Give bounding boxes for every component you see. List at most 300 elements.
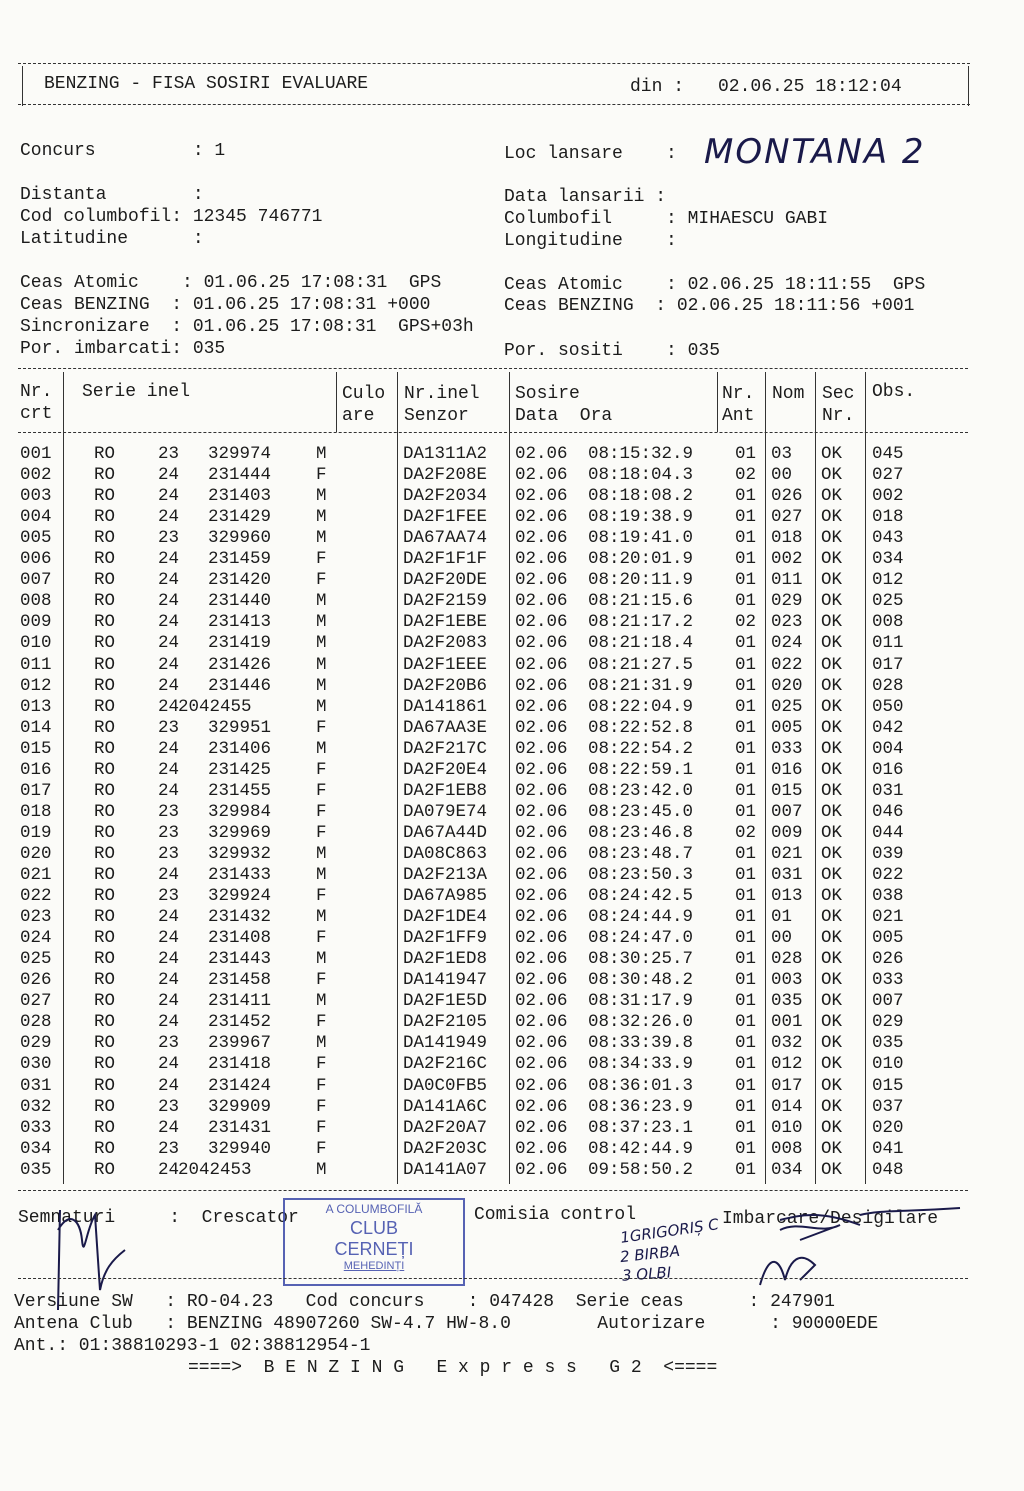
row-nr: 020 [20,843,52,864]
row-year: 24 [158,865,180,885]
row-nr: 005 [20,528,52,549]
row-obs: 035 [872,1033,904,1054]
row-country: RO [94,612,116,633]
row-ring: 231406 [208,738,272,759]
versiune-line: Versiune SW : RO-04.23 Cod concurs : 047428 Serie ceas : 247901 [14,1292,835,1312]
row-sex: M [316,843,327,864]
row-nom: 028 [771,949,803,970]
ceas-benzing-start: Ceas BENZING : 01.06.25 17:08:31 +000 [20,295,431,315]
row-obs: 039 [872,843,904,864]
row-sensor: DA2F1EB8 [403,780,488,801]
row-antenna: 01 [735,696,757,717]
table-row [0,844,1024,865]
table-row [0,507,1024,528]
row-country: RO [94,507,116,528]
por-sositi-field: Por. sositi : 035 [504,341,721,361]
row-obs: 029 [872,1012,904,1033]
row-sex: M [316,507,327,528]
row-nr: 003 [20,486,52,507]
row-antenna: 01 [735,507,757,528]
row-country: RO [94,738,116,759]
row-sex: F [316,801,327,822]
ant-line: Ant.: 01:38810293-1 02:38812954-1 [14,1336,371,1356]
row-country: RO [94,570,116,591]
row-country: RO [94,865,116,885]
row-nom: 016 [771,759,803,780]
row-ring: 231440 [208,591,272,612]
row-sex: F [316,886,327,907]
row-sensor: DA2F20E4 [403,759,488,780]
row-sec: OK [821,717,843,738]
commission-member-3: 3 OLBI [621,1263,672,1285]
header-bottom-border [18,104,970,105]
row-nr: 025 [20,949,52,970]
row-date: 02.06 [515,738,568,759]
table-header-bottom-border [18,432,968,433]
row-time: 08:19:38.9 [588,507,694,528]
row-country: RO [94,1096,116,1117]
row-nom: 007 [771,801,803,822]
row-nr: 031 [20,1075,52,1096]
row-year: 24 [158,675,180,696]
row-antenna: 01 [735,1012,757,1033]
row-year: 24 [158,991,180,1012]
col-culo-1: Culo [342,384,386,404]
col-sec-2: Nr. [822,406,855,426]
row-time: 08:21:27.5 [588,654,694,675]
row-sensor: DA2F1ED8 [403,949,488,970]
row-ring: 231426 [208,654,272,675]
row-date: 02.06 [515,654,568,675]
row-nr: 011 [20,654,52,675]
row-obs: 028 [872,675,904,696]
row-sensor: DA67AA74 [403,528,488,549]
col-nr-2: crt [20,404,53,424]
table-row [0,991,1024,1012]
row-sec: OK [821,1033,843,1054]
row-country: RO [94,1075,116,1096]
row-sensor: DA2F217C [403,738,488,759]
col-obs: Obs. [872,382,916,402]
commission-member-1: 1GRIGORIȘ C [619,1215,720,1247]
table-row [0,465,1024,486]
row-sensor: DA2F1DE4 [403,907,488,928]
table-row [0,1076,1024,1097]
row-date: 02.06 [515,591,568,612]
row-time: 08:22:04.9 [588,696,694,717]
row-antenna: 01 [735,886,757,907]
row-date: 02.06 [515,633,568,654]
row-obs: 015 [872,1075,904,1096]
row-sec: OK [821,1012,843,1033]
commission-member-2: 2 BIRBA [619,1241,681,1267]
row-nom: 013 [771,886,803,907]
col-serie: Serie inel [82,382,191,402]
table-row [0,612,1024,633]
row-nom: 034 [771,1159,803,1180]
row-sec: OK [821,865,843,885]
row-country: RO [94,843,116,864]
row-year: 24 [158,949,180,970]
columbofil-field: Columbofil : MIHAESCU GABI [504,209,829,229]
row-obs: 043 [872,528,904,549]
row-ring: 231444 [208,465,272,486]
row-sex: M [316,738,327,759]
row-sec: OK [821,696,843,717]
col-sep-sosire [717,372,718,432]
row-sec: OK [821,1138,843,1159]
row-antenna: 01 [735,1054,757,1075]
row-year: 23 [158,822,180,843]
col-ant-1: Nr. [722,384,755,404]
row-nr: 024 [20,928,52,949]
row-sec: OK [821,486,843,507]
row-sensor: DA141A07 [403,1159,488,1180]
ceas-atomic-start: Ceas Atomic : 01.06.25 17:08:31 GPS [20,273,442,293]
row-sec: OK [821,507,843,528]
row-nr: 021 [20,865,52,885]
row-time: 08:15:32.9 [588,444,694,464]
row-country: RO [94,1012,116,1033]
table-row [0,697,1024,718]
row-sensor: DA2F213A [403,865,488,885]
row-sec: OK [821,970,843,991]
row-time: 08:20:11.9 [588,570,694,591]
row-date: 02.06 [515,991,568,1012]
row-nr: 006 [20,549,52,570]
row-sensor: DA141947 [403,970,488,991]
col-nom: Nom [772,384,805,404]
table-row [0,1139,1024,1160]
row-nr: 016 [20,759,52,780]
row-sec: OK [821,928,843,949]
row-country: RO [94,1117,116,1138]
row-date: 02.06 [515,1075,568,1096]
row-country: RO [94,717,116,738]
row-ring: 231419 [208,633,272,654]
stamp-line-1: A COLUMBOFILĂ [325,1202,423,1216]
row-ring: 231411 [208,991,272,1012]
row-nom: 021 [771,843,803,864]
row-date: 02.06 [515,1138,568,1159]
table-row [0,1054,1024,1075]
row-time: 08:19:41.0 [588,528,694,549]
row-nr: 008 [20,591,52,612]
row-obs: 038 [872,886,904,907]
row-year: 24 [158,612,180,633]
row-time: 08:21:18.4 [588,633,694,654]
row-date: 02.06 [515,549,568,570]
row-sex: F [316,780,327,801]
row-time: 08:18:04.3 [588,465,694,486]
row-ring: 231432 [208,907,272,928]
date-label: din : [630,77,685,97]
row-nom: 020 [771,675,803,696]
row-obs: 005 [872,928,904,949]
row-sensor: DA2F203C [403,1138,488,1159]
row-sex: M [316,612,327,633]
row-nom: 005 [771,717,803,738]
row-sex: M [316,486,327,507]
row-nr: 007 [20,570,52,591]
row-date: 02.06 [515,1033,568,1054]
row-sensor: DA1311A2 [403,444,488,464]
row-ring: 231446 [208,675,272,696]
row-ring: 2042455 [178,696,252,717]
row-sex: F [316,549,327,570]
row-sex: M [316,949,327,970]
row-sensor: DA2F1FF9 [403,928,488,949]
row-time: 08:31:17.9 [588,991,694,1012]
row-time: 08:22:54.2 [588,738,694,759]
row-antenna: 01 [735,907,757,928]
row-year: 23 [158,444,180,464]
row-nr: 029 [20,1033,52,1054]
table-row [0,739,1024,760]
row-nom: 014 [771,1096,803,1117]
row-year: 23 [158,717,180,738]
table-row [0,907,1024,928]
row-time: 08:23:42.0 [588,780,694,801]
row-nom: 012 [771,1054,803,1075]
row-time: 08:22:52.8 [588,717,694,738]
row-sensor: DA2F216C [403,1054,488,1075]
row-antenna: 01 [735,759,757,780]
row-date: 02.06 [515,1096,568,1117]
row-sensor: DA2F1EBE [403,612,488,633]
row-sensor: DA141861 [403,696,488,717]
row-nr: 026 [20,970,52,991]
header-top-border [18,63,970,64]
row-country: RO [94,822,116,843]
table-row [0,1012,1024,1033]
row-date: 02.06 [515,759,568,780]
row-country: RO [94,949,116,970]
row-obs: 034 [872,549,904,570]
row-date: 02.06 [515,780,568,801]
row-obs: 017 [872,654,904,675]
row-year: 24 [158,1054,180,1075]
row-sensor: DA08C863 [403,843,488,864]
row-time: 08:24:47.0 [588,928,694,949]
row-antenna: 01 [735,654,757,675]
row-antenna: 01 [735,780,757,801]
data-lansarii-field: Data lansarii : [504,187,667,207]
row-sensor: DA141A6C [403,1096,488,1117]
row-antenna: 01 [735,928,757,949]
row-year: 24 [158,1075,180,1096]
row-sex: M [316,633,327,654]
row-country: RO [94,801,116,822]
row-obs: 041 [872,1138,904,1159]
row-time: 08:21:17.2 [588,612,694,633]
row-nr: 014 [20,717,52,738]
row-sensor: DA67AA3E [403,717,488,738]
row-obs: 033 [872,970,904,991]
col-sosire-2: Data Ora [515,406,613,426]
row-nr: 030 [20,1054,52,1075]
row-sec: OK [821,759,843,780]
table-row [0,928,1024,949]
row-sec: OK [821,591,843,612]
row-year: 24 [158,633,180,654]
row-obs: 022 [872,865,904,885]
row-country: RO [94,696,116,717]
row-date: 02.06 [515,612,568,633]
cod-columbofil-field: Cod columbofil: 12345 746771 [20,207,323,227]
row-sensor: DA141949 [403,1033,488,1054]
row-nr: 032 [20,1096,52,1117]
row-antenna: 01 [735,549,757,570]
row-obs: 004 [872,738,904,759]
row-sec: OK [821,549,843,570]
row-year: 24 [158,696,180,717]
row-ring: 329960 [208,528,272,549]
table-row [0,718,1024,739]
row-obs: 044 [872,822,904,843]
concurs-field: Concurs : 1 [20,141,226,161]
loc-lansare-label: Loc lansare : [504,144,677,164]
row-date: 02.06 [515,949,568,970]
row-country: RO [94,886,116,907]
row-ring: 329924 [208,886,272,907]
row-time: 08:36:01.3 [588,1075,694,1096]
row-date: 02.06 [515,507,568,528]
row-sex: M [316,675,327,696]
col-sec-1: Sec [822,384,855,404]
row-antenna: 01 [735,801,757,822]
row-nr: 017 [20,780,52,801]
row-date: 02.06 [515,486,568,507]
row-sex: F [316,928,327,949]
row-ring: 231420 [208,570,272,591]
row-year: 24 [158,549,180,570]
col-culo-2: are [342,406,375,426]
row-antenna: 01 [735,1159,757,1180]
row-ring: 329951 [208,717,272,738]
row-country: RO [94,654,116,675]
table-row [0,591,1024,612]
row-obs: 010 [872,1054,904,1075]
row-nom: 032 [771,1033,803,1054]
row-obs: 011 [872,633,904,654]
row-country: RO [94,465,116,486]
row-date: 02.06 [515,1012,568,1033]
row-country: RO [94,928,116,949]
row-ring: 231459 [208,549,272,570]
row-ring: 231455 [208,780,272,801]
row-ring: 231443 [208,949,272,970]
table-row [0,444,1024,465]
row-nom: 015 [771,780,803,801]
row-antenna: 01 [735,970,757,991]
row-time: 08:23:48.7 [588,843,694,864]
row-antenna: 02 [735,822,757,843]
row-ring: 231431 [208,1117,272,1138]
row-nom: 008 [771,1138,803,1159]
document-title: BENZING - FISA SOSIRI EVALUARE [44,74,369,94]
row-nr: 035 [20,1159,52,1180]
row-sec: OK [821,612,843,633]
row-country: RO [94,780,116,801]
signature-commission [760,1225,840,1285]
row-sec: OK [821,780,843,801]
row-sec: OK [821,465,843,486]
comisia-control-label: Comisia control [474,1205,637,1225]
row-antenna: 01 [735,717,757,738]
row-sec: OK [821,1054,843,1075]
row-ring: 239967 [208,1033,272,1054]
row-country: RO [94,486,116,507]
row-nr: 033 [20,1117,52,1138]
row-country: RO [94,970,116,991]
row-nom: 002 [771,549,803,570]
row-nr: 010 [20,633,52,654]
stamp-line-2: CLUB [349,1218,398,1238]
row-nr: 001 [20,444,52,464]
row-sec: OK [821,907,843,928]
row-date: 02.06 [515,1117,568,1138]
row-nr: 019 [20,822,52,843]
stamp-line-3: CERNEȚI [334,1239,414,1259]
row-time: 08:22:59.1 [588,759,694,780]
row-nom: 027 [771,507,803,528]
row-sensor: DA2F20A7 [403,1117,488,1138]
col-nrinel-1: Nr.inel [404,384,480,404]
row-sec: OK [821,1117,843,1138]
row-country: RO [94,759,116,780]
row-country: RO [94,907,116,928]
row-country: RO [94,991,116,1012]
por-imbarcati-field: Por. imbarcati: 035 [20,339,226,359]
row-date: 02.06 [515,465,568,486]
row-ring: 231433 [208,865,272,885]
row-antenna: 01 [735,1117,757,1138]
row-sensor: DA2F2159 [403,591,488,612]
row-ring: 231458 [208,970,272,991]
row-antenna: 01 [735,1096,757,1117]
row-time: 08:32:26.0 [588,1012,694,1033]
row-year: 23 [158,1033,180,1054]
row-date: 02.06 [515,444,568,464]
antena-line: Antena Club : BENZING 48907260 SW-4.7 HW-8.0 Autorizare : 90000EDE [14,1314,879,1334]
table-row [0,949,1024,970]
row-ring: 231424 [208,1075,272,1096]
row-nr: 023 [20,907,52,928]
row-sex: F [316,759,327,780]
row-country: RO [94,633,116,654]
row-sec: OK [821,991,843,1012]
table-row [0,886,1024,907]
row-time: 08:36:23.9 [588,1096,694,1117]
row-sensor: DA67A44D [403,822,488,843]
row-sensor: DA2F2083 [403,633,488,654]
table-row [0,823,1024,844]
ceas-atomic-end: Ceas Atomic : 02.06.25 18:11:55 GPS [504,275,926,295]
row-antenna: 01 [735,444,757,464]
row-sex: F [316,1075,327,1096]
row-antenna: 02 [735,465,757,486]
row-ring: 329969 [208,822,272,843]
row-antenna: 01 [735,991,757,1012]
row-time: 08:23:50.3 [588,865,694,885]
distanta-field: Distanta : [20,185,204,205]
row-country: RO [94,528,116,549]
row-year: 24 [158,654,180,675]
col-nr-1: Nr. [20,382,53,402]
row-year: 24 [158,738,180,759]
row-obs: 027 [872,465,904,486]
